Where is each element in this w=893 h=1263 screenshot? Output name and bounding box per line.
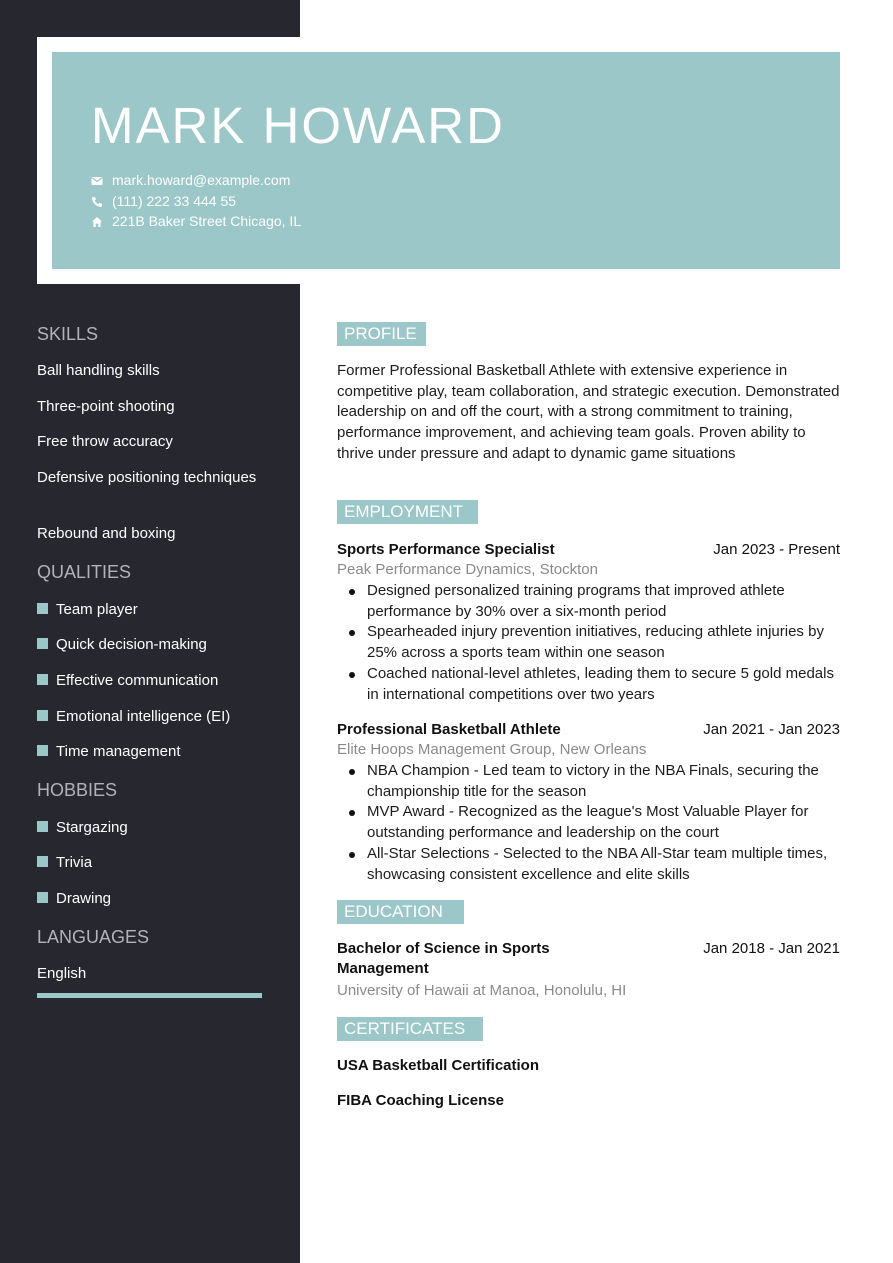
certificate-item: USA Basketball Certification	[337, 1057, 539, 1074]
quality-label: Quick decision-making	[56, 636, 207, 653]
job-bullets	[337, 581, 842, 705]
square-bullet-icon	[37, 710, 48, 721]
list-item: Coached national-level athletes, leading them to secure 5 gold medals in international competitions over two years	[337, 664, 842, 705]
profile-text: Former Professional Basketball Athlete with extensive experience in competitive play, team collaboration, and strategic execution. Demonstrated leadership on and off the court, with a strong commitment to training, performance improvement, and achieving team goals. Proven ability to thrive under pressure and adapt to dynamic game situations	[337, 362, 840, 462]
job-title: Sports Performance Specialist	[337, 541, 555, 558]
quality-label: Team player	[56, 601, 138, 618]
header-banner	[52, 52, 840, 269]
certificates-heading: CERTIFICATES	[337, 1017, 483, 1041]
square-bullet-icon	[37, 638, 48, 649]
address-text: 221B Baker Street Chicago, IL	[112, 213, 302, 229]
skill-item: Rebound and boxing	[37, 525, 176, 542]
job-company: Peak Performance Dynamics, Stockton	[337, 561, 598, 578]
quality-label: Emotional intelligence (EI)	[56, 708, 231, 725]
envelope-icon	[91, 175, 103, 187]
hobby-label: Trivia	[56, 854, 93, 871]
square-bullet-icon	[37, 674, 48, 685]
job-company: Elite Hoops Management Group, New Orleans	[337, 741, 647, 758]
job-bullets	[337, 761, 842, 885]
home-icon	[91, 216, 103, 228]
hobby-item	[37, 889, 111, 909]
email-text: mark.howard@example.com	[112, 172, 291, 188]
skill-item: Three-point shooting	[37, 398, 175, 415]
hobbies-heading: HOBBIES	[37, 780, 118, 800]
qualities-heading: QUALITIES	[37, 562, 132, 582]
contact-phone	[91, 192, 236, 210]
quality-label: Effective communication	[56, 672, 219, 689]
employment-heading: EMPLOYMENT	[337, 500, 478, 524]
square-bullet-icon	[37, 892, 48, 903]
education-dates: Jan 2018 - Jan 2021	[703, 940, 840, 957]
language-level-bar	[37, 993, 262, 998]
square-bullet-icon	[37, 603, 48, 614]
square-bullet-icon	[37, 856, 48, 867]
job-title: Professional Basketball Athlete	[337, 721, 561, 738]
skills-heading: SKILLS	[37, 324, 99, 344]
phone-icon	[91, 196, 103, 208]
quality-item	[37, 742, 181, 762]
quality-item	[37, 707, 230, 727]
list-item: Spearheaded injury prevention initiatives, reducing athlete injuries by 25% across a sports team within one season	[337, 622, 842, 663]
education-heading: EDUCATION	[337, 900, 464, 924]
quality-item	[37, 635, 207, 655]
list-item: All-Star Selections - Selected to the NBA All-Star team multiple times, showcasing consistent excellence and elite skills	[337, 844, 842, 885]
contact-address	[91, 212, 301, 230]
quality-item	[37, 600, 138, 620]
list-item: Designed personalized training programs that improved athlete performance by 30% over a six-month period	[337, 581, 842, 622]
job-dates: Jan 2023 - Present	[713, 541, 840, 558]
hobby-label: Drawing	[56, 890, 112, 907]
certificate-item: FIBA Coaching License	[337, 1092, 504, 1109]
skill-item: Free throw accuracy	[37, 433, 173, 450]
language-name: English	[37, 965, 87, 982]
hobby-label: Stargazing	[56, 819, 128, 836]
hobby-item	[37, 818, 128, 838]
quality-label: Time management	[56, 743, 181, 760]
list-item: MVP Award - Recognized as the league's Most Valuable Player for outstanding performance and leadership on the court	[337, 802, 842, 843]
skill-item: Defensive positioning techniques	[37, 469, 257, 486]
degree-title: Bachelor of Science in Sports Management	[337, 940, 550, 977]
contact-email	[91, 171, 290, 189]
candidate-name: MARK HOWARD	[91, 97, 505, 154]
phone-text: (111) 222 33 444 55	[112, 193, 237, 209]
quality-item	[37, 671, 218, 691]
skill-item: Ball handling skills	[37, 362, 160, 379]
square-bullet-icon	[37, 821, 48, 832]
hobby-item	[37, 853, 92, 873]
job-dates: Jan 2021 - Jan 2023	[703, 721, 840, 738]
school-name: University of Hawaii at Manoa, Honolulu, HI	[337, 982, 627, 999]
list-item: NBA Champion - Led team to victory in the NBA Finals, securing the championship title for the season	[337, 761, 842, 802]
languages-heading: LANGUAGES	[37, 927, 150, 947]
profile-heading: PROFILE	[337, 322, 426, 346]
square-bullet-icon	[37, 745, 48, 756]
